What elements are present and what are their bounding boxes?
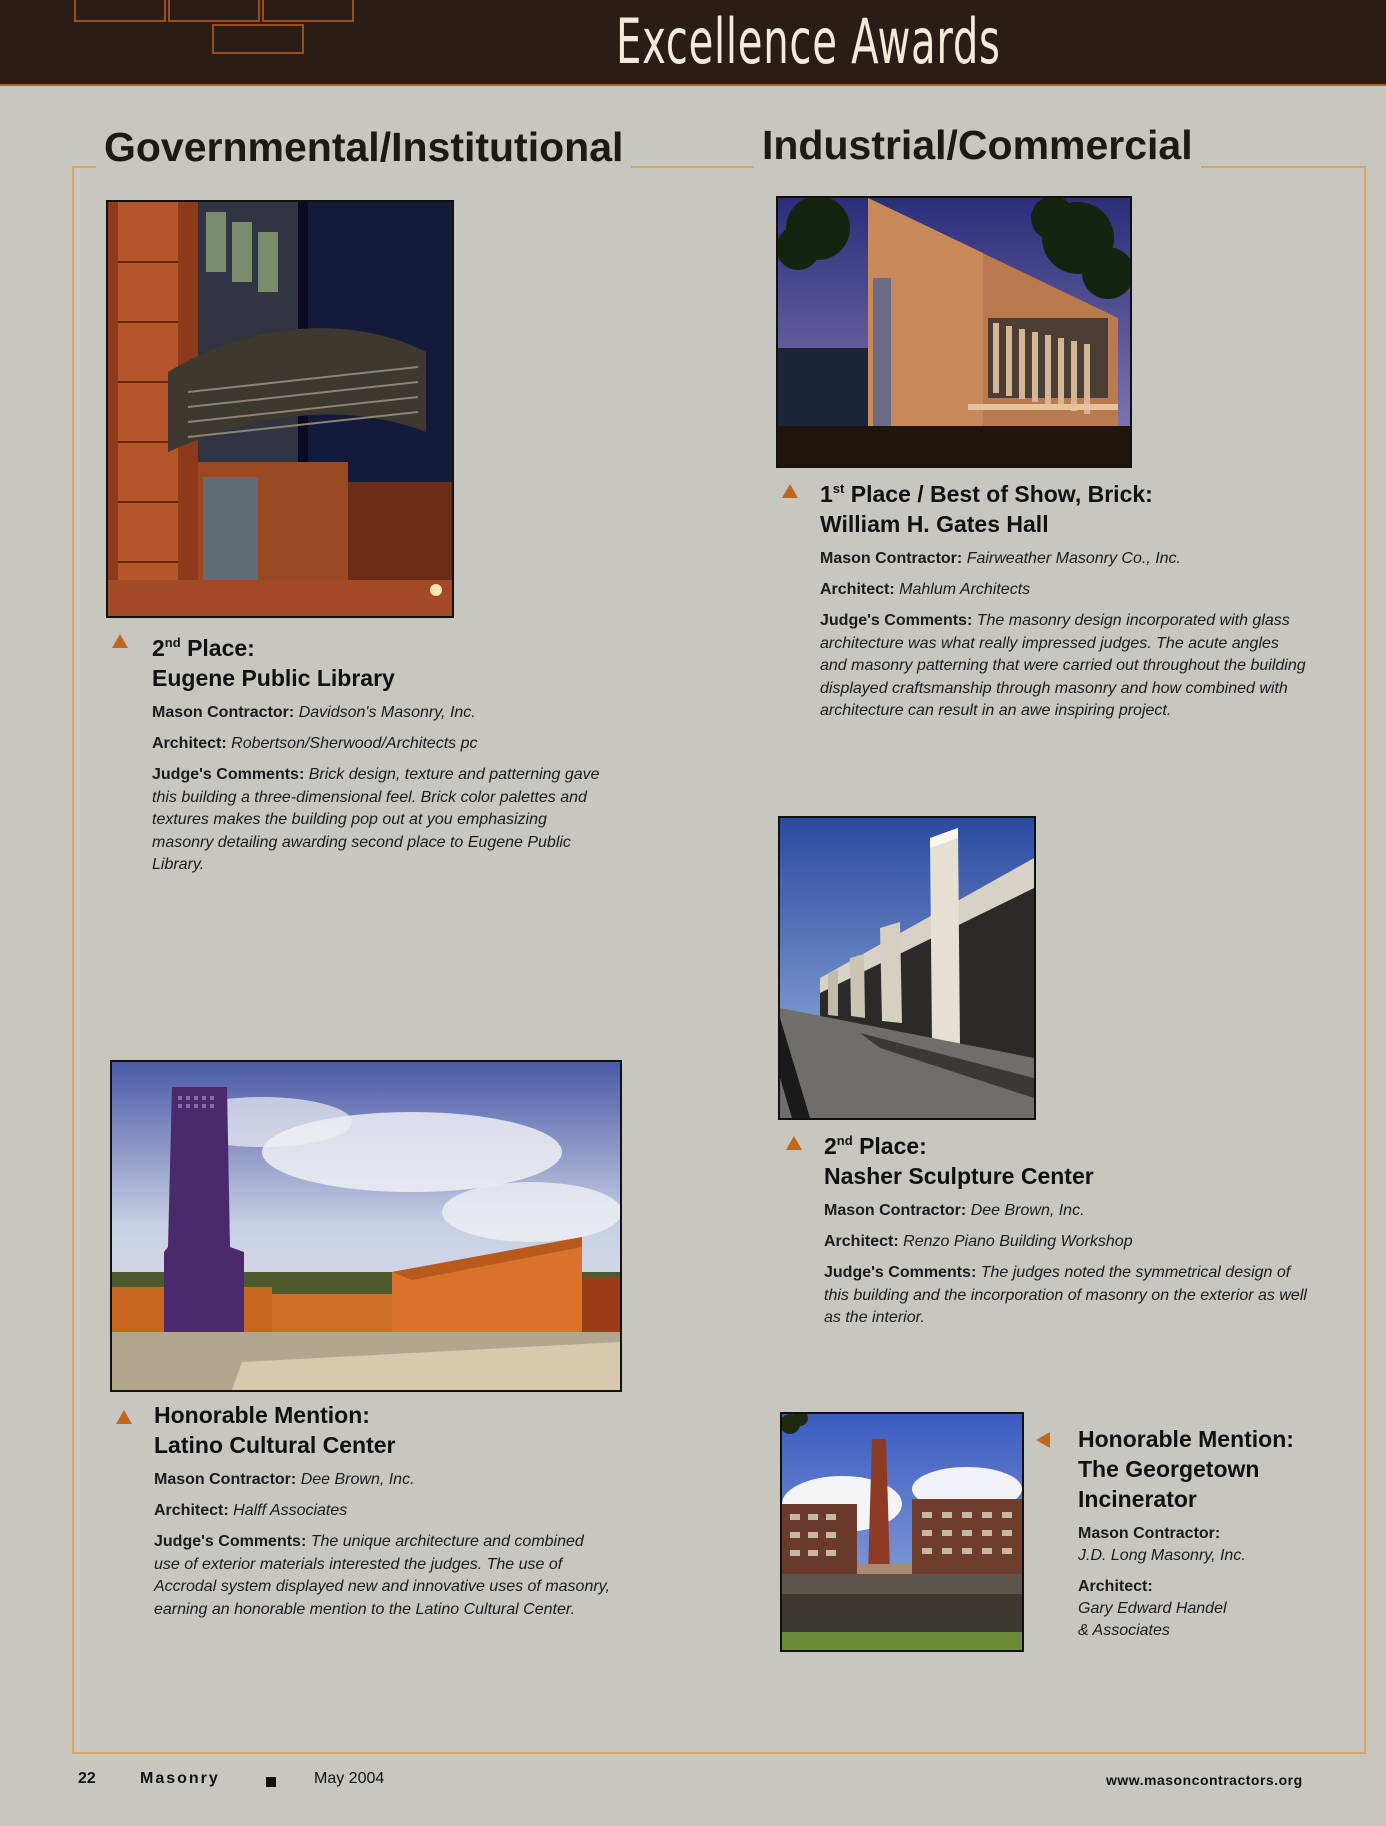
decorative-box bbox=[212, 24, 304, 54]
award-place: 1st Place / Best of Show, Brick: bbox=[820, 481, 1153, 507]
photo-latino-cultural-center bbox=[110, 1060, 622, 1392]
footer-separator-square bbox=[266, 1777, 276, 1787]
award-eugene-public-library bbox=[152, 628, 612, 877]
photo-william-h-gates-hall bbox=[776, 196, 1132, 468]
decorative-box bbox=[262, 0, 354, 22]
award-place: 2nd Place: bbox=[152, 635, 255, 661]
mason-contractor: Mason Contractor: Davidson's Masonry, Inc. bbox=[152, 704, 476, 721]
triangle-bullet-icon bbox=[112, 634, 128, 648]
award-latino-cultural-center bbox=[154, 1400, 614, 1621]
architect: Architect: Mahlum Architects bbox=[820, 581, 1031, 598]
award-william-h-gates-hall bbox=[820, 474, 1310, 723]
mason-contractor: Mason Contractor: J.D. Long Masonry, Inc. bbox=[1078, 1525, 1246, 1564]
photo-georgetown-incinerator bbox=[780, 1412, 1024, 1652]
photo-nasher-sculpture-center bbox=[778, 816, 1036, 1120]
architect: Architect: Robertson/Sherwood/Architects pc bbox=[152, 735, 478, 752]
award-project: Eugene Public Library bbox=[152, 665, 395, 691]
section-title-industrial: Industrial/Commercial bbox=[754, 120, 1201, 170]
footer-url: www.masoncontractors.org bbox=[1106, 1772, 1303, 1788]
footer-page-number: 22 bbox=[78, 1770, 96, 1787]
award-project: Latino Cultural Center bbox=[154, 1432, 396, 1458]
mason-contractor: Mason Contractor: Dee Brown, Inc. bbox=[824, 1202, 1085, 1219]
award-place: Honorable Mention: bbox=[154, 1402, 370, 1428]
award-georgetown-incinerator bbox=[1078, 1424, 1368, 1642]
triangle-bullet-icon bbox=[116, 1410, 132, 1424]
page-title: Excellence Awards bbox=[616, 5, 1001, 78]
judges-comments: Judge's Comments: Brick design, texture and patterning gave this building a three-dimensional feel. Brick color palettes and textures makes the building pop out at you emphasizing masonry detailing awarding second place to Eugene Public Library. bbox=[152, 766, 600, 873]
footer-magazine: Masonry bbox=[140, 1770, 220, 1787]
judges-comments: Judge's Comments: The masonry design incorporated with glass architecture was what really impressed judges. The acute angles and masonry patterning that were carried out throughout the building displayed craftsmanship through masonry and how combined with architecture can result in an awe inspiring project. bbox=[820, 612, 1306, 719]
decorative-box bbox=[168, 0, 260, 22]
architect: Architect: Halff Associates bbox=[154, 1502, 348, 1519]
triangle-bullet-icon bbox=[1036, 1432, 1050, 1448]
triangle-bullet-icon bbox=[782, 484, 798, 498]
architect: Architect: Gary Edward Handel & Associates bbox=[1078, 1578, 1227, 1639]
footer-date: May 2004 bbox=[314, 1770, 385, 1787]
photo-eugene-public-library bbox=[106, 200, 454, 618]
award-project-line-2: Incinerator bbox=[1078, 1486, 1197, 1512]
mason-contractor: Mason Contractor: Fairweather Masonry Co., Inc. bbox=[820, 550, 1181, 567]
award-project-line-1: The Georgetown bbox=[1078, 1456, 1260, 1482]
architect: Architect: Renzo Piano Building Workshop bbox=[824, 1233, 1133, 1250]
award-place: 2nd Place: bbox=[824, 1133, 927, 1159]
section-title-governmental: Governmental/Institutional bbox=[96, 122, 631, 172]
award-nasher-sculpture-center bbox=[824, 1126, 1314, 1330]
triangle-bullet-icon bbox=[786, 1136, 802, 1150]
judges-comments: Judge's Comments: The unique architecture and combined use of exterior materials interested the judges. The use of Accrodal system displayed new and innovative uses of masonry, earning an honorable mention to the Latino Cultural Center. bbox=[154, 1533, 610, 1618]
award-place: Honorable Mention: bbox=[1078, 1426, 1294, 1452]
mason-contractor: Mason Contractor: Dee Brown, Inc. bbox=[154, 1471, 415, 1488]
award-project: Nasher Sculpture Center bbox=[824, 1163, 1094, 1189]
decorative-box bbox=[74, 0, 166, 22]
masthead bbox=[0, 0, 1386, 86]
award-project: William H. Gates Hall bbox=[820, 511, 1049, 537]
judges-comments: Judge's Comments: The judges noted the symmetrical design of this building and the incorporation of masonry on the exterior as well as the interior. bbox=[824, 1264, 1307, 1326]
